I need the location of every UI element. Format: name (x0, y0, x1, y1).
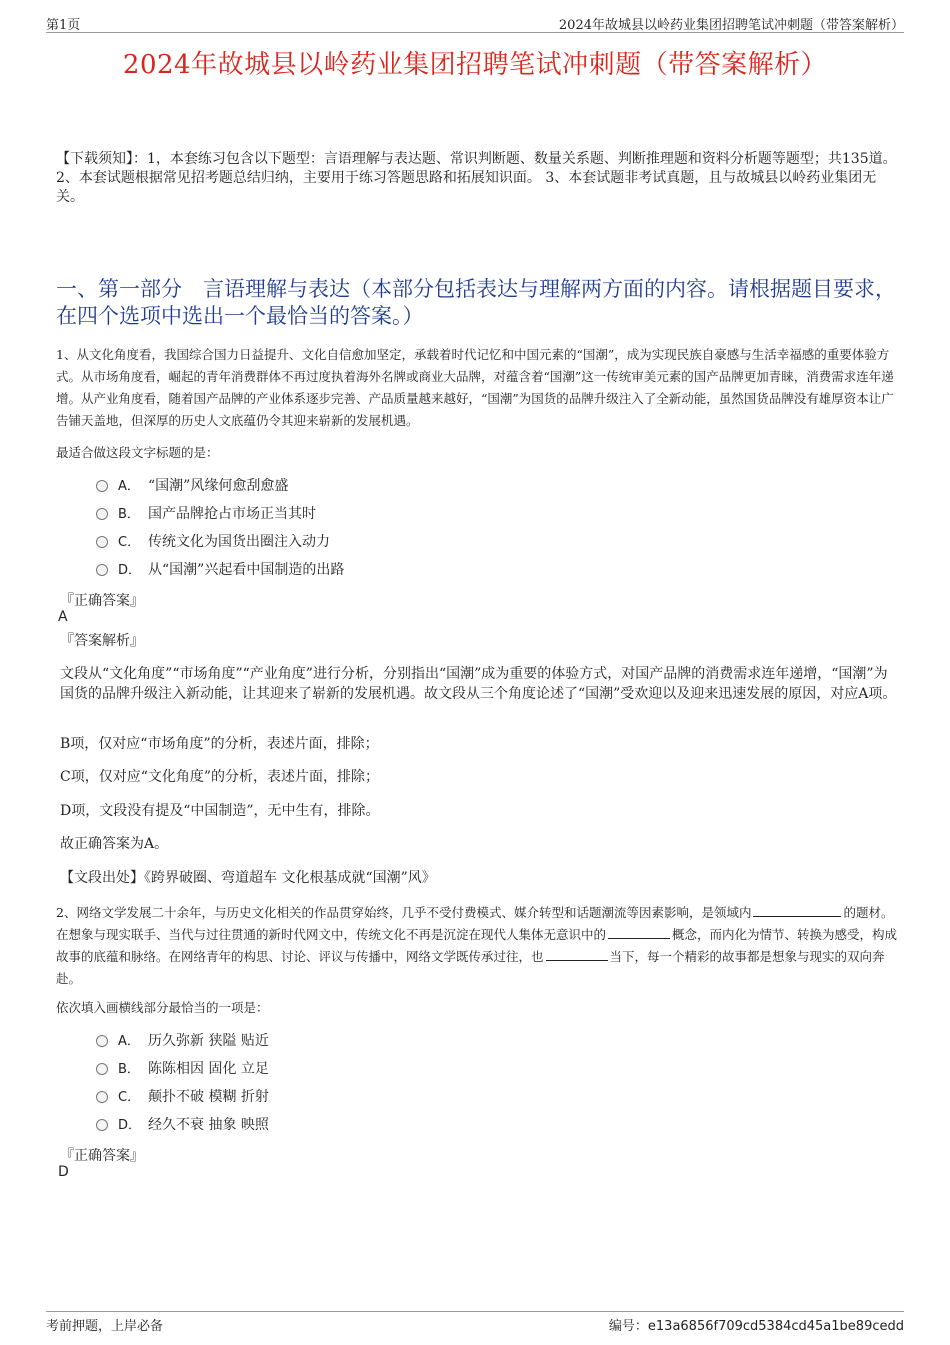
page-footer (46, 1311, 904, 1335)
q1-option-a[interactable]: A． “国潮”风缘何愈刮愈盛 (96, 476, 288, 496)
radio-icon[interactable] (96, 1091, 108, 1103)
q2-option-d[interactable]: D． 经久不衰 抽象 映照 (96, 1115, 269, 1135)
section-heading: 一、第一部分 言语理解与表达（本部分包括表达与理解两方面的内容。请根据题目要求，在四个选项中选出一个最恰当的答案。） (56, 277, 896, 328)
q1-source: 【文段出处】《跨界破圈、弯道超车 文化根基成就“国潮”风》 (60, 870, 436, 886)
page-number: 第1页 (46, 18, 81, 33)
radio-icon[interactable] (96, 508, 108, 520)
q1-analysis-c: C项，仅对应“文化角度”的分析，表述片面，排除； (60, 769, 380, 785)
fill-blank-3 (546, 949, 608, 961)
q1-answer: A (58, 609, 68, 625)
q2-option-a[interactable]: A． 历久弥新 狭隘 贴近 (96, 1031, 269, 1051)
q1-analysis-b: B项，仅对应“市场角度”的分析，表述片面，排除； (60, 736, 379, 752)
q2-option-c[interactable]: C． 颠扑不破 模糊 折射 (96, 1087, 269, 1107)
q2-passage: 2、网络文学发展二十余年，与历史文化相关的作品贯穿始终，几乎不受付费模式、媒介转型和话题潮流等因素影响，是领域内 的题材。在想象与现实联手、当代与过往贯通的新时代网文中，传统文化不再是沉淀在现代人集体无意识中的 概念，而内化为情节、转换为感受，构成故事的底蕴和脉络。在网络青年的构思、讨论、评议与传播中，网络文学既传承过往，也 当下，每一个精彩的故事都是想象与现实的双向奔赴。 (56, 905, 898, 986)
page-header (46, 14, 904, 33)
radio-icon[interactable] (96, 1035, 108, 1047)
document-title: 2024年故城县以岭药业集团招聘笔试冲刺题（带答案解析） (122, 50, 828, 80)
radio-icon[interactable] (96, 1063, 108, 1075)
q2-option-b[interactable]: B． 陈陈相因 固化 立足 (96, 1059, 269, 1079)
q1-passage: 1、从文化角度看，我国综合国力日益提升、文化自信愈加坚定，承载着时代记忆和中国元素的“国潮”，成为实现民族自豪感与生活幸福感的重要体验方式。从市场角度看，崛起的青年消费群体不再过度执着海外名牌或商业大品牌，对蕴含着“国潮”这一传统审美元素的国产品牌更加青睐，消费需求连年递增。从产业角度看，随着国产品牌的产业体系逐步完善、产品质量越来越好，“国潮”为国货的品牌升级注入了全新动能，虽然国货品牌没有雄厚资本让广告铺天盖地，但深厚的历史人文底蕴仍令其迎来崭新的发展机遇。 (56, 347, 894, 428)
footer-slogan: 考前押题，上岸必备 (46, 1319, 164, 1334)
q1-analysis-d: D项，文段没有提及“中国制造”，无中生有，排除。 (60, 803, 380, 819)
q1-option-c[interactable]: C． 传统文化为国货出圈注入动力 (96, 532, 330, 552)
download-notice: 【下载须知】：1，本套练习包含以下题型：言语理解与表达题、常识判断题、数量关系题、判断推理题和资料分析题等题型；共135道。 2、本套试题根据常见招考题总结归纳，主要用于练习答题思路和拓展知识面。 3、本套试题非考试真题，且与故城县以岭药业集团无关。 (56, 151, 897, 205)
q1-option-d[interactable]: D． 从“国潮”兴起看中国制造的出路 (96, 560, 344, 580)
radio-icon[interactable] (96, 536, 108, 548)
q1-analysis-main: 文段从“文化角度”“市场角度”“产业角度”进行分析，分别指出“国潮”成为重要的体验方式，对国产品牌的消费需求连年递增，“国潮”为国货的品牌升级注入新动能，让其迎来了崭新的发展机遇。故文段从三个角度论述了“国潮”受欢迎以及迎来迅速发展的原因，对应A项。 (60, 666, 897, 702)
radio-icon[interactable] (96, 564, 108, 576)
q1-analysis-label: 『答案解析』 (60, 633, 144, 649)
q1-answer-label: 『正确答案』 (60, 593, 144, 609)
q1-analysis-conclusion: 故正确答案为A。 (60, 836, 169, 852)
radio-icon[interactable] (96, 480, 108, 492)
q2-answer: D (58, 1164, 69, 1180)
q2-question: 依次填入画横线部分最恰当的一项是： (56, 1000, 269, 1015)
q2-answer-label: 『正确答案』 (60, 1148, 144, 1164)
fill-blank-2 (608, 927, 670, 939)
q1-question: 最适合做这段文字标题的是： (56, 445, 219, 460)
footer-code: 编号：e13a6856f709cd5384cd45a1be89cedd (608, 1319, 904, 1334)
radio-icon[interactable] (96, 1119, 108, 1131)
q1-option-b[interactable]: B． 国产品牌抢占市场正当其时 (96, 504, 316, 524)
header-doc-title: 2024年故城县以岭药业集团招聘笔试冲刺题（带答案解析） (558, 18, 904, 33)
fill-blank-1 (753, 905, 841, 917)
